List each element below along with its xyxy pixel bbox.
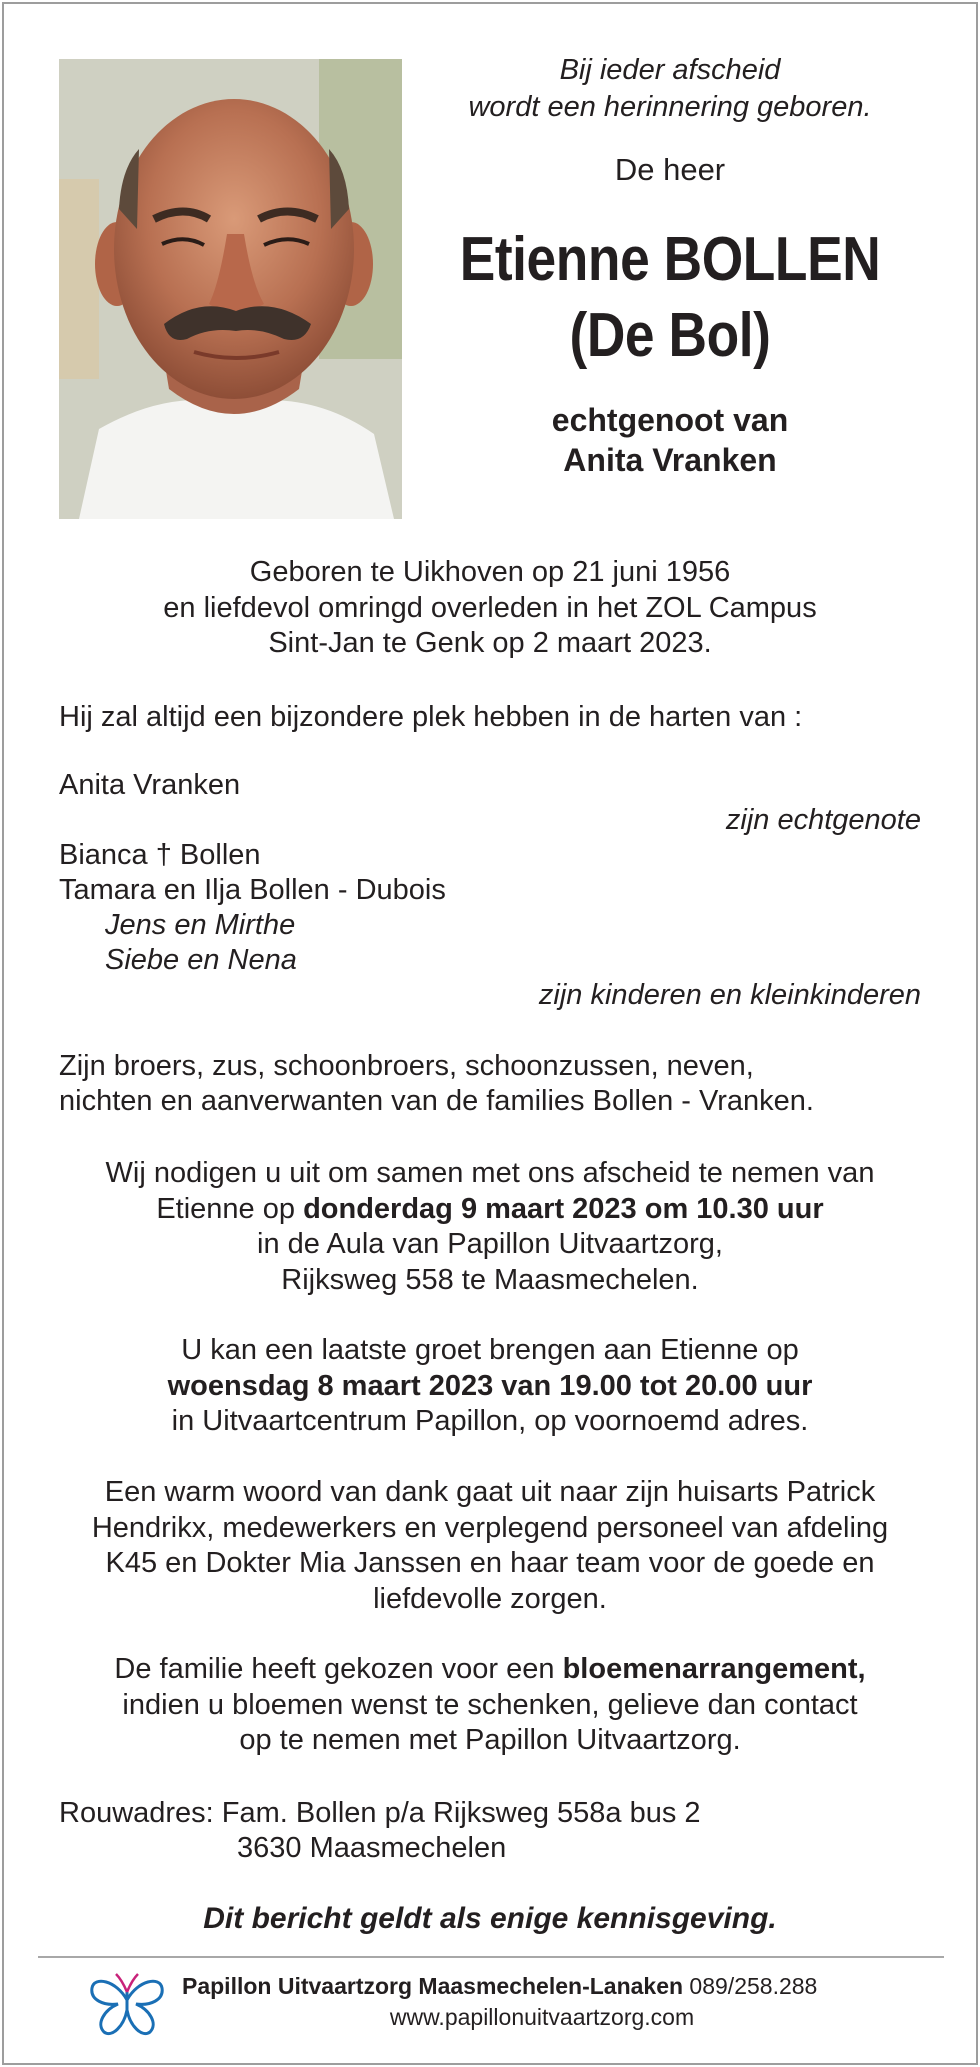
text-line: Een warm woord van dank gaat uit naar zijn huisarts Patrick bbox=[104, 1476, 876, 1508]
quote-line: Bij ieder afscheid bbox=[559, 54, 781, 86]
funeral-home-name: Papillon Uitvaartzorg Maasmechelen-Lanaken bbox=[182, 1973, 684, 1999]
funeral-home-contact bbox=[182, 1972, 817, 2000]
text-line: U kan een laatste groet brengen aan Etienne op bbox=[181, 1334, 799, 1366]
grandchild-name: Jens en Mirthe bbox=[105, 909, 296, 941]
text-span: Etienne op bbox=[156, 1192, 304, 1225]
partner-name: Anita Vranken bbox=[59, 769, 241, 801]
deceased-name bbox=[446, 222, 893, 374]
flowers-info bbox=[40, 1652, 940, 1759]
visitation-date-text: woensdag 8 maart 2023 van 19.00 tot 20.00 uur bbox=[167, 1369, 813, 1402]
divider bbox=[38, 1956, 944, 1958]
grandchild-name: Siebe en Nena bbox=[105, 944, 297, 976]
farewell-info bbox=[40, 1156, 940, 1298]
child-name: Tamara en Ilja Bollen - Dubois bbox=[59, 874, 446, 906]
ceremony-date: donderdag 9 maart 2023 om 10.30 uur bbox=[303, 1192, 824, 1225]
partner-role: zijn echtgenote bbox=[725, 804, 921, 836]
butterfly-logo-icon bbox=[86, 1966, 168, 2042]
text-line: Hendrikx, medewerkers en verplegend personeel van afdeling bbox=[91, 1511, 889, 1544]
funeral-home-phone: 089/258.288 bbox=[683, 1973, 818, 1999]
text-line: en liefdevol omringd overleden in het ZOL Campus bbox=[163, 591, 817, 624]
relatives-line: Zijn broers, zus, schoonbroers, schoonzussen, neven, bbox=[59, 1050, 754, 1082]
mourning-address-city: 3630 Maasmechelen bbox=[237, 1832, 507, 1864]
mourning-address: Rouwadres: Fam. Bollen p/a Rijksweg 558a bus 2 bbox=[59, 1797, 701, 1829]
text-line bbox=[40, 1652, 940, 1688]
deceased-name-line: Etienne BOLLEN bbox=[459, 225, 881, 294]
visitation-info bbox=[40, 1333, 940, 1440]
deceased-nickname: (De Bol) bbox=[569, 301, 771, 370]
portrait-photo bbox=[59, 59, 402, 519]
spouse-block bbox=[420, 400, 920, 480]
text-line: indien u bloemen wenst te schenken, gelieve dan contact bbox=[122, 1688, 858, 1721]
text-span: De familie heeft gekozen voor een bbox=[114, 1653, 563, 1685]
funeral-home-website[interactable]: www.papillonuitvaartzorg.com bbox=[389, 2004, 695, 2030]
text-line: Wij nodigen u uit om samen met ons afscheid te nemen van bbox=[105, 1157, 875, 1189]
text-line: in de Aula van Papillon Uitvaartzorg, bbox=[257, 1228, 723, 1260]
text-line: Geboren te Uikhoven op 21 juni 1956 bbox=[249, 556, 731, 588]
text-line: Sint-Jan te Genk op 2 maart 2023. bbox=[268, 627, 712, 659]
text-line: Rijksweg 558 te Maasmechelen. bbox=[281, 1263, 699, 1296]
family-intro: Hij zal altijd een bijzondere plek hebben in de harten van : bbox=[59, 701, 803, 733]
birth-death-info bbox=[40, 555, 940, 662]
flowers-highlight: bloemenarrangement, bbox=[562, 1653, 866, 1685]
spouse-relation: echtgenoot van bbox=[551, 402, 789, 438]
text-line: K45 en Dokter Mia Janssen en haar team voor de goede en bbox=[105, 1547, 875, 1579]
thanks-info bbox=[40, 1475, 940, 1617]
spouse-name: Anita Vranken bbox=[563, 442, 777, 478]
notice: Dit bericht geldt als enige kennisgeving. bbox=[203, 1902, 777, 1935]
text-line: in Uitvaartcentrum Papillon, op voornoemd adres. bbox=[171, 1405, 809, 1437]
quote-line: wordt een herinnering geboren. bbox=[468, 91, 872, 123]
text-line: liefdevolle zorgen. bbox=[373, 1582, 607, 1615]
opening-quote bbox=[420, 52, 920, 126]
salutation: De heer bbox=[614, 152, 726, 187]
relatives-line: nichten en aanverwanten van de families Bollen - Vranken. bbox=[59, 1085, 814, 1117]
text-line bbox=[40, 1192, 940, 1228]
text-line: op te nemen met Papillon Uitvaartzorg. bbox=[239, 1724, 741, 1756]
visitation-date bbox=[40, 1369, 940, 1405]
child-name: Bianca † Bollen bbox=[59, 839, 261, 871]
children-role: zijn kinderen en kleinkinderen bbox=[538, 979, 921, 1011]
